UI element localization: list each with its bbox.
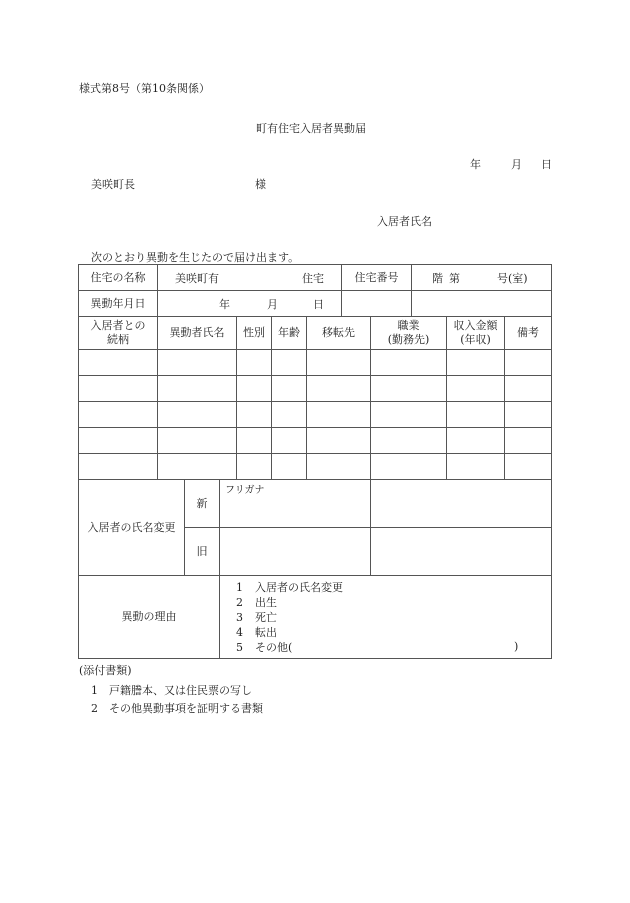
age-field[interactable] [272,376,306,401]
housing-name-suffix: 住宅 [302,272,324,285]
other-reason-field[interactable] [304,640,509,656]
name-field[interactable] [158,402,236,427]
remarks-field[interactable] [505,428,551,453]
dai-label: 第 [449,272,460,285]
new-name-label: 新 [196,496,208,510]
destination-field[interactable] [307,402,370,427]
income-field[interactable] [447,428,504,453]
table-border-bottom [78,658,552,659]
remarks-field[interactable] [505,454,551,479]
income-field[interactable] [447,350,504,375]
header-remarks: 備考 [517,326,539,339]
intro-text: 次のとおり異動を生じたので届け出ます。 [91,251,300,264]
destination-field[interactable] [307,350,370,375]
relation-field[interactable] [79,376,157,401]
attachment-item-2: 2 その他異動事項を証明する書類 [91,702,263,715]
housing-number-label: 住宅番号 [354,270,399,284]
income-field[interactable] [447,454,504,479]
age-field[interactable] [272,428,306,453]
old-name-field[interactable] [220,528,370,575]
header-age: 年齢 [278,326,300,339]
other-reason-close-paren: ) [514,640,519,653]
header-income [447,317,504,349]
attachments-heading: (添付書類) [79,664,132,677]
relation-field[interactable] [79,350,157,375]
age-field[interactable] [272,454,306,479]
name-field[interactable] [158,428,236,453]
new-name-field[interactable] [220,493,370,527]
addressee-name: 美咲町長 [91,178,135,191]
header-relation-line2: 続柄 [107,333,129,346]
form-title: 町有住宅入居者異動届 [256,122,366,135]
name-field[interactable] [158,454,236,479]
header-destination: 移転先 [322,326,355,339]
housing-name-field[interactable] [225,266,300,289]
sex-field[interactable] [237,402,271,427]
header-relation-line1: 入居者との [90,319,146,332]
header-sex: 性別 [243,326,265,339]
remarks-field[interactable] [505,402,551,427]
form-number: 様式第8号（第10条関係） [79,82,210,95]
old-name-extra-field[interactable] [371,528,551,575]
reason-label: 異動の理由 [121,610,177,623]
age-field[interactable] [272,402,306,427]
sex-field[interactable] [237,376,271,401]
old-name-label: 旧 [196,544,208,558]
furigana-label: フリガナ [225,485,265,496]
relation-field[interactable] [79,454,157,479]
destination-field[interactable] [307,376,370,401]
reason-option-1[interactable]: 1 入居者の氏名変更 [236,581,343,594]
change-date-label: 異動年月日 [90,296,146,310]
date-year-label: 年 [470,158,481,171]
date-month-label: 月 [511,158,522,171]
change-date-day: 日 [313,298,324,311]
header-name: 異動者氏名 [169,326,225,339]
remarks-field[interactable] [505,350,551,375]
floor-label: 階 [432,272,443,285]
applicant-name-field[interactable] [440,208,550,228]
header-relation [79,317,157,349]
change-date-month: 月 [267,298,278,311]
name-field[interactable] [158,376,236,401]
reason-option-2[interactable]: 2 出生 [236,596,277,609]
header-occupation-line1: 職業 [397,319,420,332]
housing-name-prefix: 美咲町有 [175,272,219,285]
age-field[interactable] [272,350,306,375]
table-border-right [551,264,552,658]
occupation-field[interactable] [371,376,446,401]
remarks-field[interactable] [505,376,551,401]
sex-field[interactable] [237,454,271,479]
applicant-name-label: 入居者氏名 [377,215,432,228]
reason-option-4[interactable]: 4 転出 [236,626,277,639]
sex-field[interactable] [237,428,271,453]
occupation-field[interactable] [371,402,446,427]
room-number-field[interactable] [412,291,551,316]
occupation-field[interactable] [371,454,446,479]
occupation-field[interactable] [371,428,446,453]
income-field[interactable] [447,376,504,401]
header-occupation [371,317,446,349]
housing-name-label: 住宅の名称 [90,270,146,284]
change-date-year: 年 [219,298,230,311]
header-occupation-line2: (勤務先) [387,333,430,346]
name-field[interactable] [158,350,236,375]
attachment-item-1: 1 戸籍謄本、又は住民票の写し [91,684,252,697]
name-change-label: 入居者の氏名変更 [87,520,176,534]
reason-option-3[interactable]: 3 死亡 [236,611,277,624]
header-income-line2: (年収) [460,333,491,346]
addressee-honorific: 様 [255,178,266,191]
sex-field[interactable] [237,350,271,375]
destination-field[interactable] [307,428,370,453]
relation-field[interactable] [79,428,157,453]
date-day-label: 日 [541,158,552,171]
destination-field[interactable] [307,454,370,479]
relation-field[interactable] [79,402,157,427]
header-income-line1: 収入金額 [453,319,498,332]
income-field[interactable] [447,402,504,427]
reason-option-5[interactable]: 5 その他( [236,641,293,654]
housing-number-field[interactable] [342,291,411,316]
room-label: 号(室) [497,272,528,285]
new-name-extra-field[interactable] [371,480,551,527]
occupation-field[interactable] [371,350,446,375]
